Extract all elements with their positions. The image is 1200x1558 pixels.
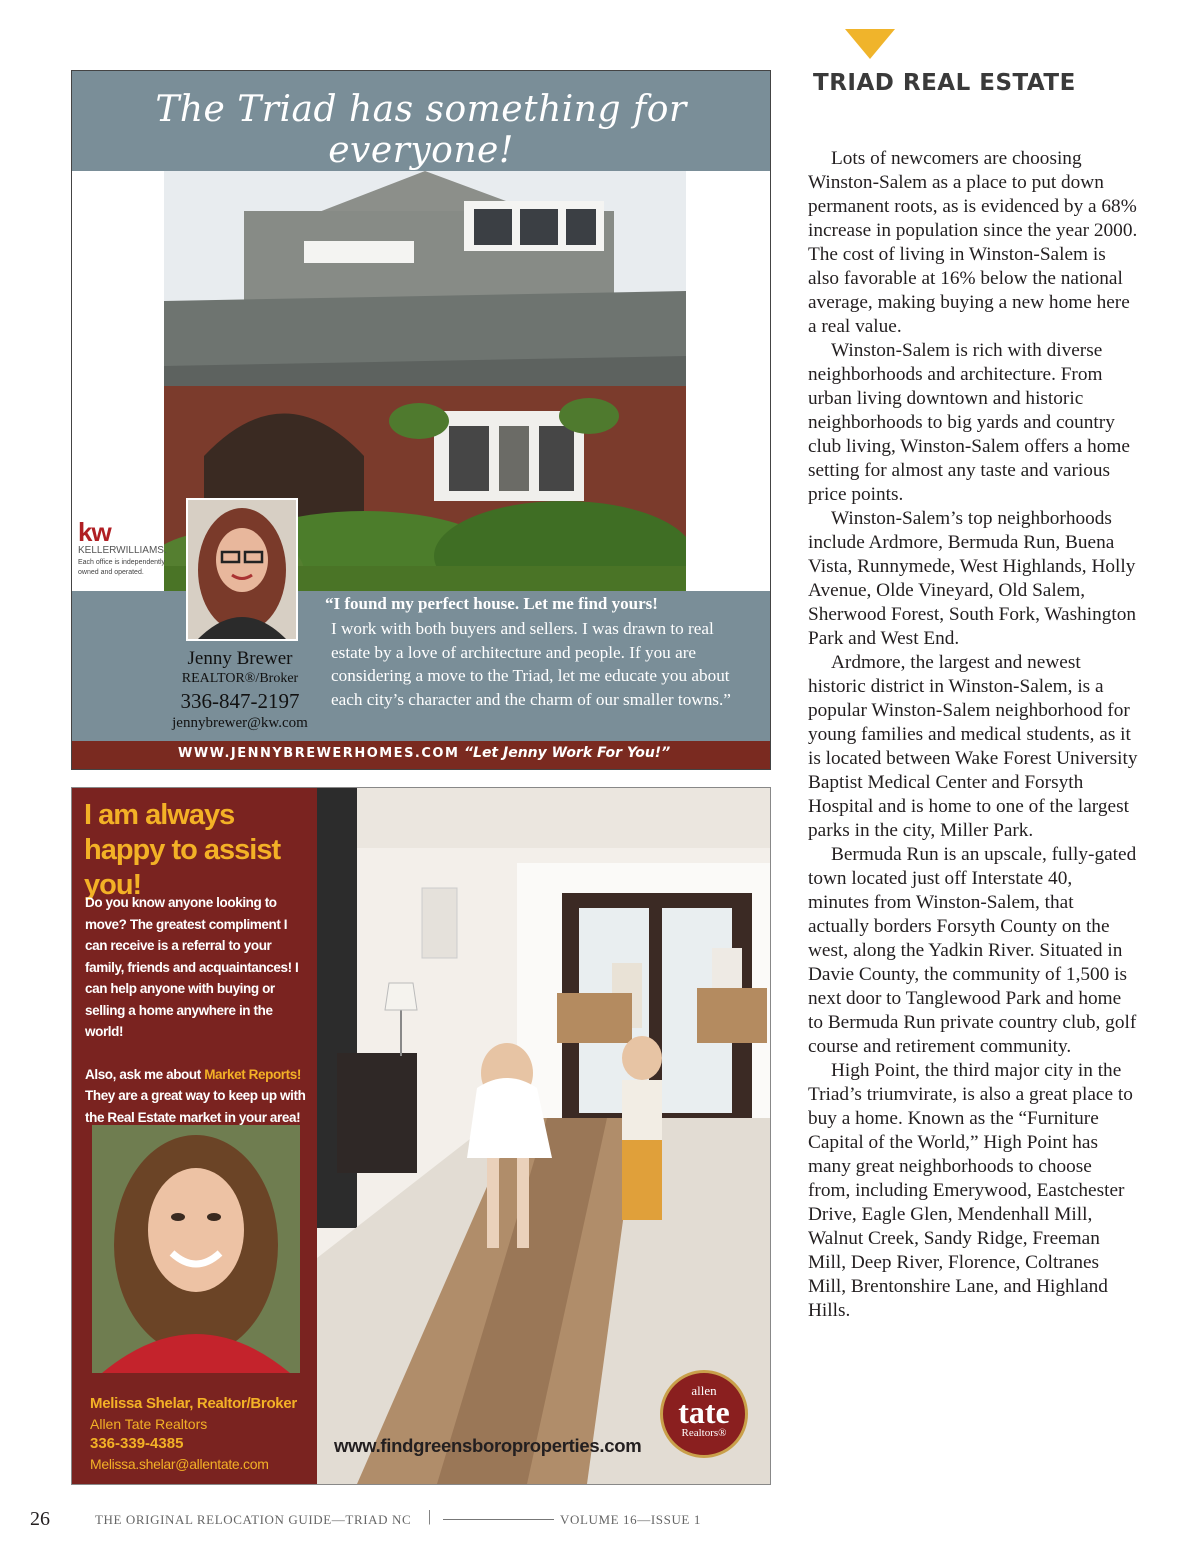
- market-prefix: Also, ask me about: [85, 1066, 205, 1082]
- ad-website: www.findgreensboroproperties.com: [334, 1435, 642, 1456]
- jenny-brewer-ad: [71, 70, 771, 770]
- agent-portrait-jenny: [186, 498, 298, 641]
- article-paragraph: Ardmore, the largest and newest historic district in Winston-Salem, is a popular Winston-Salem neighborhood for young families and medical students, as it is located between Wake Forest University Baptist Medical Center and Forsyth Hospital and is home to one of the largest parks in the city, Miller Park.: [808, 652, 1138, 841]
- market-highlight: Market Reports!: [204, 1066, 301, 1082]
- ad-body-paragraph: Do you know anyone looking to move? The greatest compliment I can receive is a referral to your family, friends and acquaintances! I can help anyone with buying or selling a home anywhere in the world!: [85, 895, 299, 1039]
- article-paragraph: Lots of newcomers are choosing Winston-Salem as a place to put down permanent roots, as is evidenced by a 68% increase in population since the year 2000. The cost of living in Winston-Salem is also favorable at 16% below the national average, making buying a new home here a real value.: [808, 148, 1138, 337]
- footer-rule: [443, 1519, 554, 1520]
- ad-header-band: [72, 71, 770, 171]
- quote-headline: “I found my perfect house. Let me find yours!: [325, 594, 658, 613]
- logo-realtors: Realtors®: [681, 1427, 727, 1439]
- market-suffix: They are a great way to keep up with the Real Estate market in your area!: [85, 1088, 306, 1125]
- ad-market-paragraph: [85, 1064, 311, 1129]
- section-title: TRIAD REAL ESTATE: [813, 70, 1076, 96]
- page-number: 26: [30, 1508, 50, 1530]
- agent-company: Allen Tate Realtors: [90, 1416, 208, 1432]
- melissa-shelar-ad: [71, 787, 771, 1485]
- ad-footer-band: [72, 741, 770, 769]
- quote-body: I work with both buyers and sellers. I was drawn to real estate by a love of architecture and people. If you are considering a move to the Triad, let me educate you about each city’s character and the charm of our smaller towns.”: [331, 619, 731, 709]
- agent-name: Melissa Shelar, Realtor/Broker: [90, 1395, 297, 1412]
- agent-title: REALTOR®/Broker: [181, 671, 299, 686]
- agent-email: Melissa.shelar@allentate.com: [90, 1456, 269, 1472]
- article-body: [808, 147, 1138, 1323]
- logo-tate: tate: [678, 1394, 730, 1430]
- footer-separator: |: [428, 1508, 432, 1525]
- ad-body-text: [85, 892, 311, 1128]
- kw-mark: kw: [78, 517, 111, 547]
- ad-side-panel: [72, 788, 317, 1484]
- article-paragraph: Winston-Salem’s top neighborhoods include Ardmore, Bermuda Run, Buena Vista, Runnymede, West Highlands, Holly Avenue, Olde Vineyard, Old Salem, Sherwood Forest, South Fork, Washington Park and West End.: [808, 508, 1137, 649]
- section-marker-triangle: [845, 29, 895, 59]
- article-paragraph: Winston-Salem is rich with diverse neighborhoods and architecture. From urban living downtown and historic neighborhoods to big yards and country club living, Winston-Salem offers a home setting for almost any taste and various price points.: [808, 340, 1130, 505]
- keller-williams-logo: [78, 519, 168, 578]
- agent-name: Jenny Brewer: [187, 648, 293, 669]
- agent-contact-jenny: [154, 648, 326, 732]
- allen-tate-logo: [660, 1370, 748, 1458]
- agent-portrait-melissa: [92, 1125, 300, 1373]
- ad-headline: I am always happy to assist you!: [84, 799, 281, 901]
- ad-slogan: “Let Jenny Work For You!”: [464, 745, 671, 761]
- kw-disclaimer: Each office is independently owned and operated.: [78, 559, 166, 576]
- logo-allen: allen: [691, 1383, 717, 1398]
- kw-brand-name: KELLERWILLIAMS.: [78, 545, 167, 556]
- agent-phone: 336-847-2197: [180, 689, 300, 713]
- article-paragraph: High Point, the third major city in the Triad’s triumvirate, is also a great place to buy a home. Known as the “Furniture Capital of the World,” High Point has many great neighborhoods to choose from, including Emerywood, Eastchester Drive, Eagle Glen, Mendenhall Mill, Walnut Creek, Sandy Ridge, Freeman Mill, Deep River, Florence, Coltranes Mill, Brentonshire Lane, and Highland Hills.: [808, 1060, 1133, 1321]
- article-paragraph: Bermuda Run is an upscale, fully-gated town located just off Interstate 40, minutes from Winston-Salem, that actually borders Forsyth County on the west, along the Yadkin River. Situated in Davie County, the community of 1,500 is next door to Tanglewood Park and home to Bermuda Run private country club, golf course and retirement community.: [808, 844, 1137, 1057]
- agent-contact-melissa: [90, 1394, 315, 1474]
- ad-website: WWW.JENNYBREWERHOMES.COM: [178, 746, 460, 761]
- agent-phone: 336-339-4385: [90, 1435, 184, 1452]
- publication-name: THE ORIGINAL RELOCATION GUIDE—TRIAD NC: [95, 1512, 412, 1527]
- agent-email: jennybrewer@kw.com: [172, 715, 308, 731]
- ad-headline: The Triad has something for everyone!: [155, 89, 687, 171]
- issue-volume: VOLUME 16—ISSUE 1: [560, 1512, 701, 1527]
